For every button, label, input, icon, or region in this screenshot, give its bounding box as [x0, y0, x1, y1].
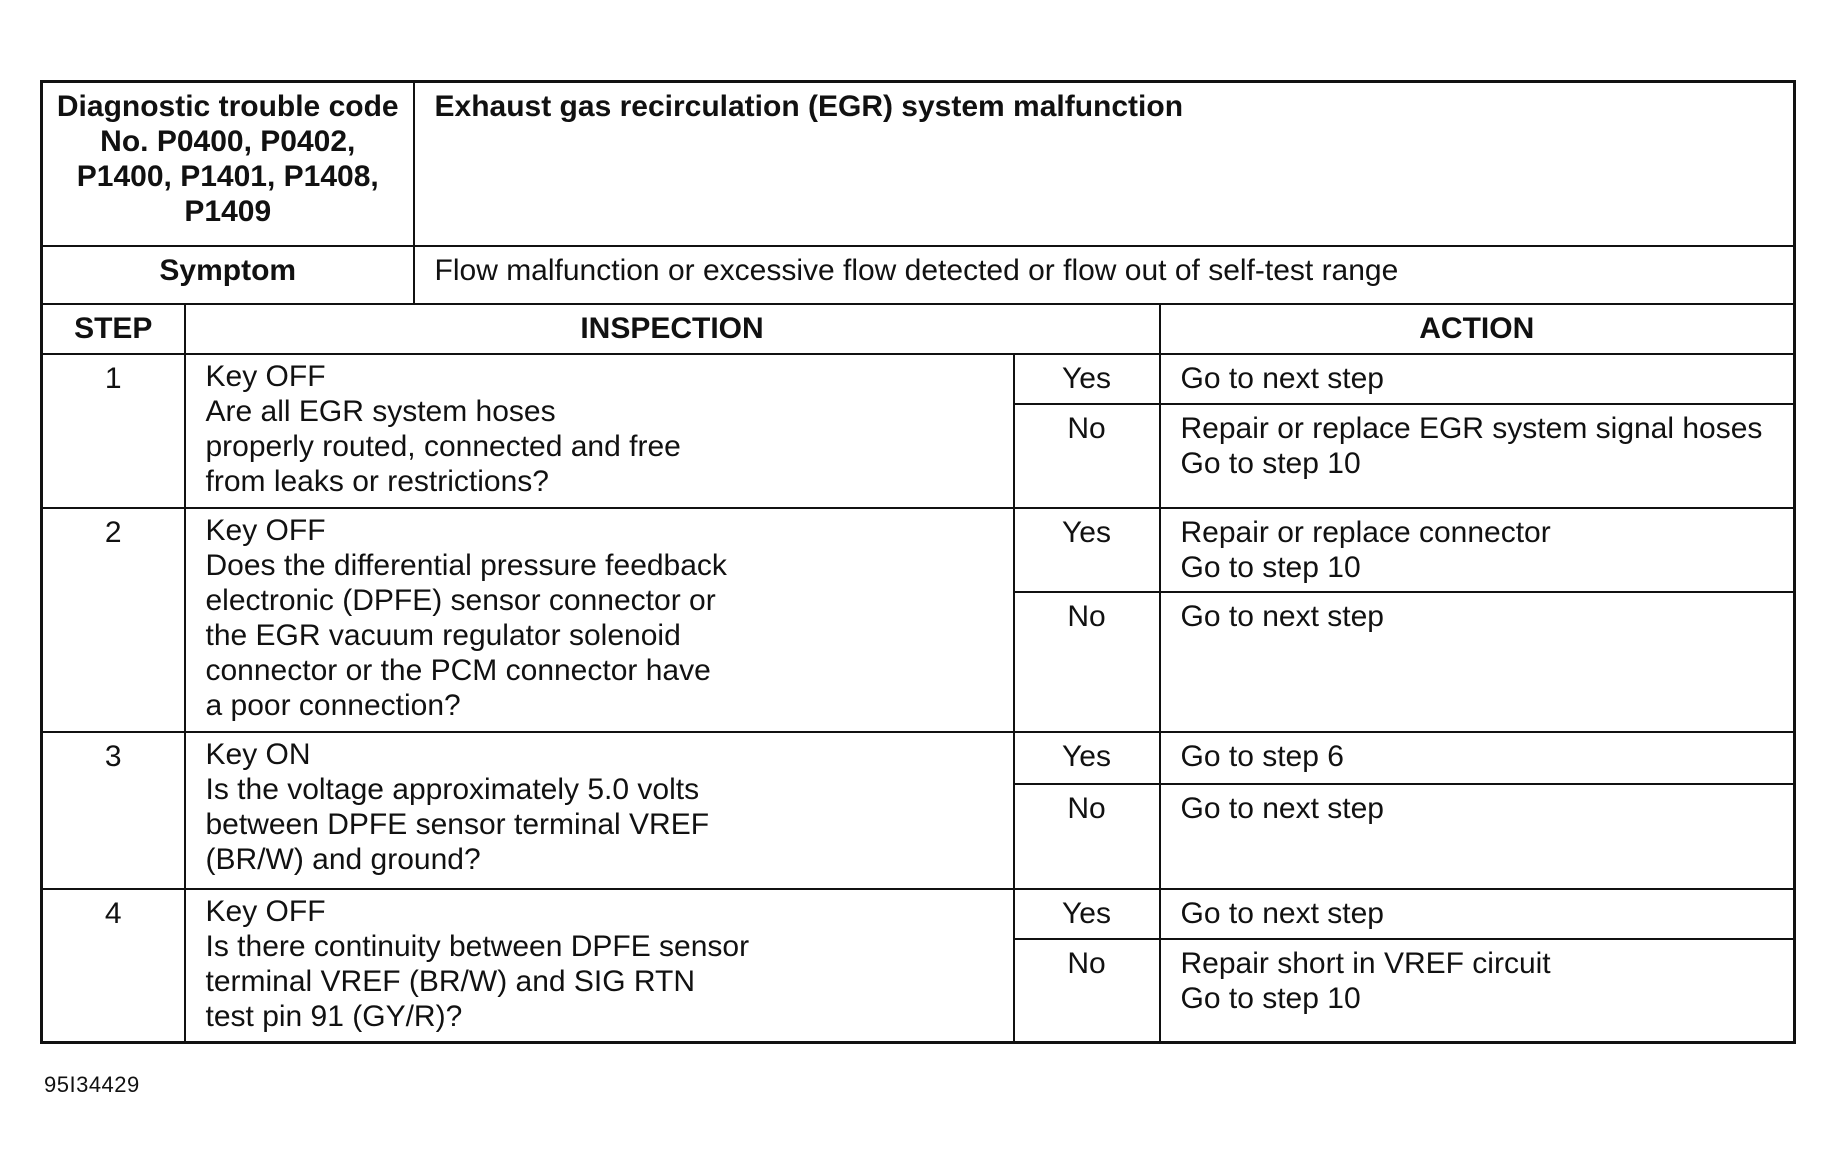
diagnostic-table: [40, 80, 1796, 1044]
step-number: 3: [42, 732, 185, 889]
step-inspection: Key OFF Are all EGR system hoses properly routed, connected and free from leaks or restrictions?: [185, 354, 1014, 508]
column-action: ACTION: [1160, 304, 1795, 354]
step-row: [42, 889, 1795, 939]
no-label: No: [1014, 404, 1160, 508]
yes-action: Go to next step: [1160, 354, 1795, 404]
dtc-title: Exhaust gas recirculation (EGR) system malfunction: [414, 82, 1795, 246]
step-number: 2: [42, 508, 185, 732]
no-action: Repair or replace EGR system signal hoses Go to step 10: [1160, 404, 1795, 508]
step-inspection: Key ON Is the voltage approximately 5.0 volts between DPFE sensor terminal VREF (BR/W) and ground?: [185, 732, 1014, 889]
no-label: No: [1014, 784, 1160, 889]
step-number: 4: [42, 889, 185, 1043]
figure-id: 95I34429: [44, 1072, 140, 1097]
yes-label: Yes: [1014, 508, 1160, 592]
step-row: [42, 508, 1795, 592]
diagnostic-sheet: [40, 80, 1793, 1044]
no-label: No: [1014, 939, 1160, 1043]
dtc-row: [42, 82, 1795, 246]
no-label: No: [1014, 592, 1160, 732]
symptom-label: Symptom: [42, 246, 414, 304]
yes-label: Yes: [1014, 732, 1160, 784]
step-inspection: Key OFF Is there continuity between DPFE sensor terminal VREF (BR/W) and SIG RTN test pin 91 (GY/R)?: [185, 889, 1014, 1043]
column-inspection: INSPECTION: [185, 304, 1160, 354]
dtc-label: Diagnostic trouble code No. P0400, P0402, P1400, P1401, P1408, P1409: [42, 82, 414, 246]
step-row: [42, 732, 1795, 784]
symptom-text: Flow malfunction or excessive flow detected or flow out of self-test range: [414, 246, 1795, 304]
step-inspection: Key OFF Does the differential pressure feedback electronic (DPFE) sensor connector or the EGR vacuum regulator solenoid connector or the PCM connector have a poor connection?: [185, 508, 1014, 732]
yes-label: Yes: [1014, 354, 1160, 404]
no-action: Go to next step: [1160, 592, 1795, 732]
no-action: Go to next step: [1160, 784, 1795, 889]
column-step: STEP: [42, 304, 185, 354]
yes-action: Go to step 6: [1160, 732, 1795, 784]
step-row: [42, 354, 1795, 404]
yes-action: Repair or replace connector Go to step 10: [1160, 508, 1795, 592]
yes-label: Yes: [1014, 889, 1160, 939]
no-action: Repair short in VREF circuit Go to step 10: [1160, 939, 1795, 1043]
symptom-row: [42, 246, 1795, 304]
column-header-row: [42, 304, 1795, 354]
step-number: 1: [42, 354, 185, 508]
yes-action: Go to next step: [1160, 889, 1795, 939]
